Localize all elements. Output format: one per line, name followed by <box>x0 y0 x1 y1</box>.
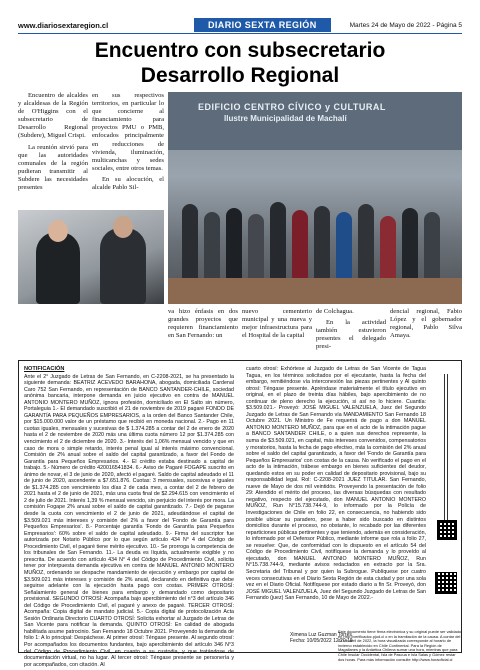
photo-sign-2: Ilustre Municipalidad de Machalí <box>224 114 347 123</box>
article-column-1: Encuentro de alcaldes y alcaldesas de la Región de O'Higgins con el subsecretario de Desarrollo Regional (Subdere), Miguel Crispi. La reunión sirvió para que las autoridades comunales de la región pudieran transmitir al Subdere las necesidades presentes <box>18 92 88 192</box>
notice-body-right: cuarto otrosí: Exhórtese al Juzgado de Letras de San Vicente de Tagua Tagua, en los términos solicitados por el ejecutante, hasta la fecha del embargo, remitiéndose vía interconexión las piezas pertinentes y Al quinto otrosí: Téngase presente. Apréndase materialmente el título ejecutivo en original, en el plazo de treinta días hábiles, bajo apercibimiento de no continuar de pleno derecho la ejecución, si así no lo hiciere. Cuantía: $3.509.021.- Proveyó: JOSÉ MIGUEL VALENZUELA, Juez del Segundo Juzgado de Letras de San Fernando vía MANDAMIENTO San Fernando 18 Octubre 2021. Un Ministro de Fe requerirá de pago a don MANUEL ANTONIO MONTERO MUÑOZ, para que en el acto de la intimación pague a BANCO SANTANDER CHILE, o a quien sus derechos represente, la suma de $3.509.021, en capital, más intereses convenidos, compensatorios y moratorios, hasta la fecha de pago efectivo, más la comisión del 2% anual sobre el saldo del capital garantizado, a favor del 'Fondo de Garantía para Pequeños Empresarios' con costas de la causa. No verificado el pago en el acto de la intimación, trábese embargo en bienes suficientes del deudor, quedando estos en su poder en calidad de depositario provisional, bajo su responsabilidad legal. Rol: C-2208-2021 JUEZ TITULAR. San Fernando, nueve de Mayo de dos mil veintidós. Proveyendo la presentación de folio 29: Atendido el mérito del proceso, las diversas búsquedas con resultado negativo, respecto del ejecutado, don MANUEL ANTONIO MONTERO MUÑOZ, Run N°15.738.744-9, lo informado por la Policía de Investigaciones de Chile en folio 22, en consecuencia, no habiendo sido posible ubicar su paradero, pese a haber sido buscado en distintos domicilios durante el proceso, no obstante, lo recabado por las diferentes reparticiones públicas pertinentes y que teniendo, además en consideración, lo informado por el Defensor Público, mediante informe que rola a folio 27, se resuelve: Que, de conformidad con lo dispuesto en el artículo 54 del Código de Procedimiento Civil, notifíquese la demanda y lo proveído al ejecutado, don MANUEL ANTONIO MONTERO MUÑOZ, Run N°15.738.744-9, mediante avisos redactados en extracto por la Sra. Secretaria del Tribunal y por quien la Subrogue. Publíquese por cuatro veces consecutivas en el Diario Sexta Región de esta ciudad y por una sola vez en el Diario Oficial. Notifíquese por estado diario a fin Sr. Proveyó, don JOSÉ MIGUEL VALENZUELA, Juez del Segundo Juzgado de Letras de San Fernando (juez) San Fernando, 10 de Mayo de 2022.- <box>246 366 426 602</box>
article-title <box>70 38 410 88</box>
signer-name: Ximena Luz Guzman Torres <box>290 632 352 638</box>
signer-date: Fecha: 10/05/2022 12:20:19 <box>290 638 353 644</box>
barcode-strip <box>438 374 454 524</box>
notice-heading: NOTIFICACIÓN <box>24 366 65 372</box>
legal-notice-right <box>246 366 426 602</box>
article-column-5: de Colchagua. En la actividad también estuvieron presentes el delegado presi- <box>316 308 386 351</box>
article-column-3: va hizo énfasis en dos grandes proyectos que requieren financiamiento en San Fernando: un <box>168 308 238 340</box>
title-line-1: Encuentro con subsecretario <box>94 39 386 62</box>
header-rule <box>18 33 462 34</box>
legal-notice-left <box>24 366 234 668</box>
photo-sign-1: EDIFICIO CENTRO CÍVICO y CULTURAL <box>198 102 386 112</box>
page-header <box>18 18 462 32</box>
dateline: Martes 24 de Mayo de 2022 - Página 5 <box>349 21 462 29</box>
site-url[interactable]: www.diariosextaregion.cl <box>18 20 109 30</box>
qr-code-bottom[interactable] <box>435 572 457 594</box>
event-photo <box>168 92 462 304</box>
qr-code-top[interactable] <box>437 520 457 540</box>
meeting-photo <box>18 210 164 304</box>
notice-body-left: Ante el 2° Juzgado de Letras de San Fernando, en C-2208-2021, se ha presentado la siguiente demanda: BEATRIZ ACEVEDO BARAHONA, abogada, domiciliada Cardenal Caro 752 San Fernando, en representación de BANCO SANTANDER-CHILE, sociedad anónima bancaria, interpone demanda en juicio ejecutivo en contra de MANUEL ANTONIO MONTERO MUÑOZ, ignora profesión, domiciliado en El Salto sin número, Portaleguia 1.- El demandado suscribió el 21 de noviembre de 2019 pagaré FONDO DE GARANTÍA PARA PEQUEÑOS EMPRESARIOS, a la orden del Banco Santander Chile, por $15.000.000 valor de un préstamo que recibió en moneda nacional. 2.- Pago en 11 cuotas iguales, mensuales y sucesivas de $ 1.374.285 a contar del 2 de enero de 2020 hasta el 2 de noviembre de 2020 más una última cuota número 12 por $1.374.285 con vencimiento el 2 de diciembre de 2020. 3.- Interés del 1,06% mensual vencido y que en caso de mora o simple retardo, interés penal igual al interés máximo convencional. Comisión de 2% anual sobre el saldo del capital garantizado, a favor del Fondo de Garantía para Pequeños Empresarios. 4.- El crédito estaba destinado a capital de trabajo. 5.- Número de crédito 420016541834. 6.- Aviso de Pagaré FOGAPE suscrito en ánimo de novar, el 3 de junio de 2020, afectó el pagaré. Saldo de capital adeudado el 11 de junio de 2020, ascendente a $7.651.876. Cuotas: 3 mensuales, sucesivas e iguales de $1.374.285 con vencimiento los días 2 de cada mes, a contar del 2 de febrero de 2021 hasta el 2 de junio de 2021, más una cuota final de $2.294.615 con vencimiento el 2 de julio de 2021. Interés 1,39 % mensual vencido, sin perjuicio del interés por mora. La comisión Fogape 2% anual sobre el saldo de capital garantizado. 7.- Dejó de pagarse desde la cuota con vencimiento el 2 de junio de 2021, adeudándose el capital de $3.509.021 más intereses y comisión del 2% a favor del 'Fondo de Garantía para Pequeños Empresarios'. 8.- Porcentaje garantía 'Fondo de Garantía para Pequeños Empresarios': 60% sobre el saldo de capital adeudado. 9.- Firma del suscriptor fue autorizada por Notario Público por lo que según artículo 434 N° 4 del Código de Procedimiento Civil, el pagaré tiene mérito ejecutivo. 10.- Se prorroga la competencia de los tribunales de San Fernando. 11.- La deuda es líquida, actualmente exigible y no prescrita. De acuerdo con artículo 434 N° 4 del Código de Procedimiento Civil, solicita tener por interpuesta demanda ejecutiva en contra de MANUEL ANTONIO MONTERO MUÑOZ, ordenando se despache mandamiento de ejecución y embargo por capital de $3.509.021 más intereses y comisión de 2% anual, declarando en definitiva que debe seguirse adelante con la ejecución hasta pago con costas. PRIMER OTROSÍ: Señalamiento general de bienes para embargo y demandado como depositario provisional. SEGUNDO OTROSÍ: Acompaña bajo apercibimiento del n°3 del artículo 346 del Código de Procedimiento Civil, el pagaré y anexo de pagaré. TERCER OTROSÍ: Acompaña: Copia digital de mandato judicial. 5.- Copia digital de protocolización Acta Sesión Ordinaria Directorio CUARTO OTROSÍ: Solicita exhortar al Juzgado de Letras de San Vicente para notificar la demanda. QUINTO OTROSÍ: En calidad de abogada habilitada asume patrocinio. San Fernando 18 Octubre 2021. Proveyendo la demanda de folio 1: A lo principal: Despáchese. Al primer otrosí: Téngase presente. Al segundo otrosí: Por acompañados los documentos fundantes, bajo apercibimiento del artículo 346 N°3 del Código de Procedimiento Civil, en cuanto a su custodia, y que tratándose de documentación virtual, no ha lugar. Al tercer otrosí: Téngase presente se personería y por acompañados, con citación. Al <box>24 373 234 668</box>
section-banner: DIARIO SEXTA REGIÓN <box>194 18 331 32</box>
article-column-2: en sus respectivos territorios, en particular lo que concierne al financiamiento para proyectos PMU o PMB, enfocados principalmente en reducciones de vivienda, iluminación, multicanchas y sedes sociales, entre otros temas. En su alocución, el alcalde Pablo Sil- <box>92 92 164 192</box>
article-column-4: nuevo cementerio municipal y una nueva y mejor infraestructura para el Hospital de la capital <box>242 308 312 340</box>
electronic-signature-note: Este documento tiene firma electrónica y su original puede ser validado en http://verificadoc.pjud.cl o en la tramitación de la causa. A contar del 03 de abril de 2022, la hora visualizada corresponde al horario de invierno establecido en Chile Continental. Para la Región de Magallanes y la Antártica Chilena sumar una hora, mientras que para Chile Insular Occidental, Isla de Pascua e Isla Salas y Gómez restar dos horas. Para más información consulte http://www.horaoficial.cl <box>338 629 462 662</box>
title-line-2: Desarrollo Regional <box>140 64 340 87</box>
article-column-6: dencial regional, Fabio López y el gobernador regional, Pablo Silva Amaya. <box>390 308 462 340</box>
